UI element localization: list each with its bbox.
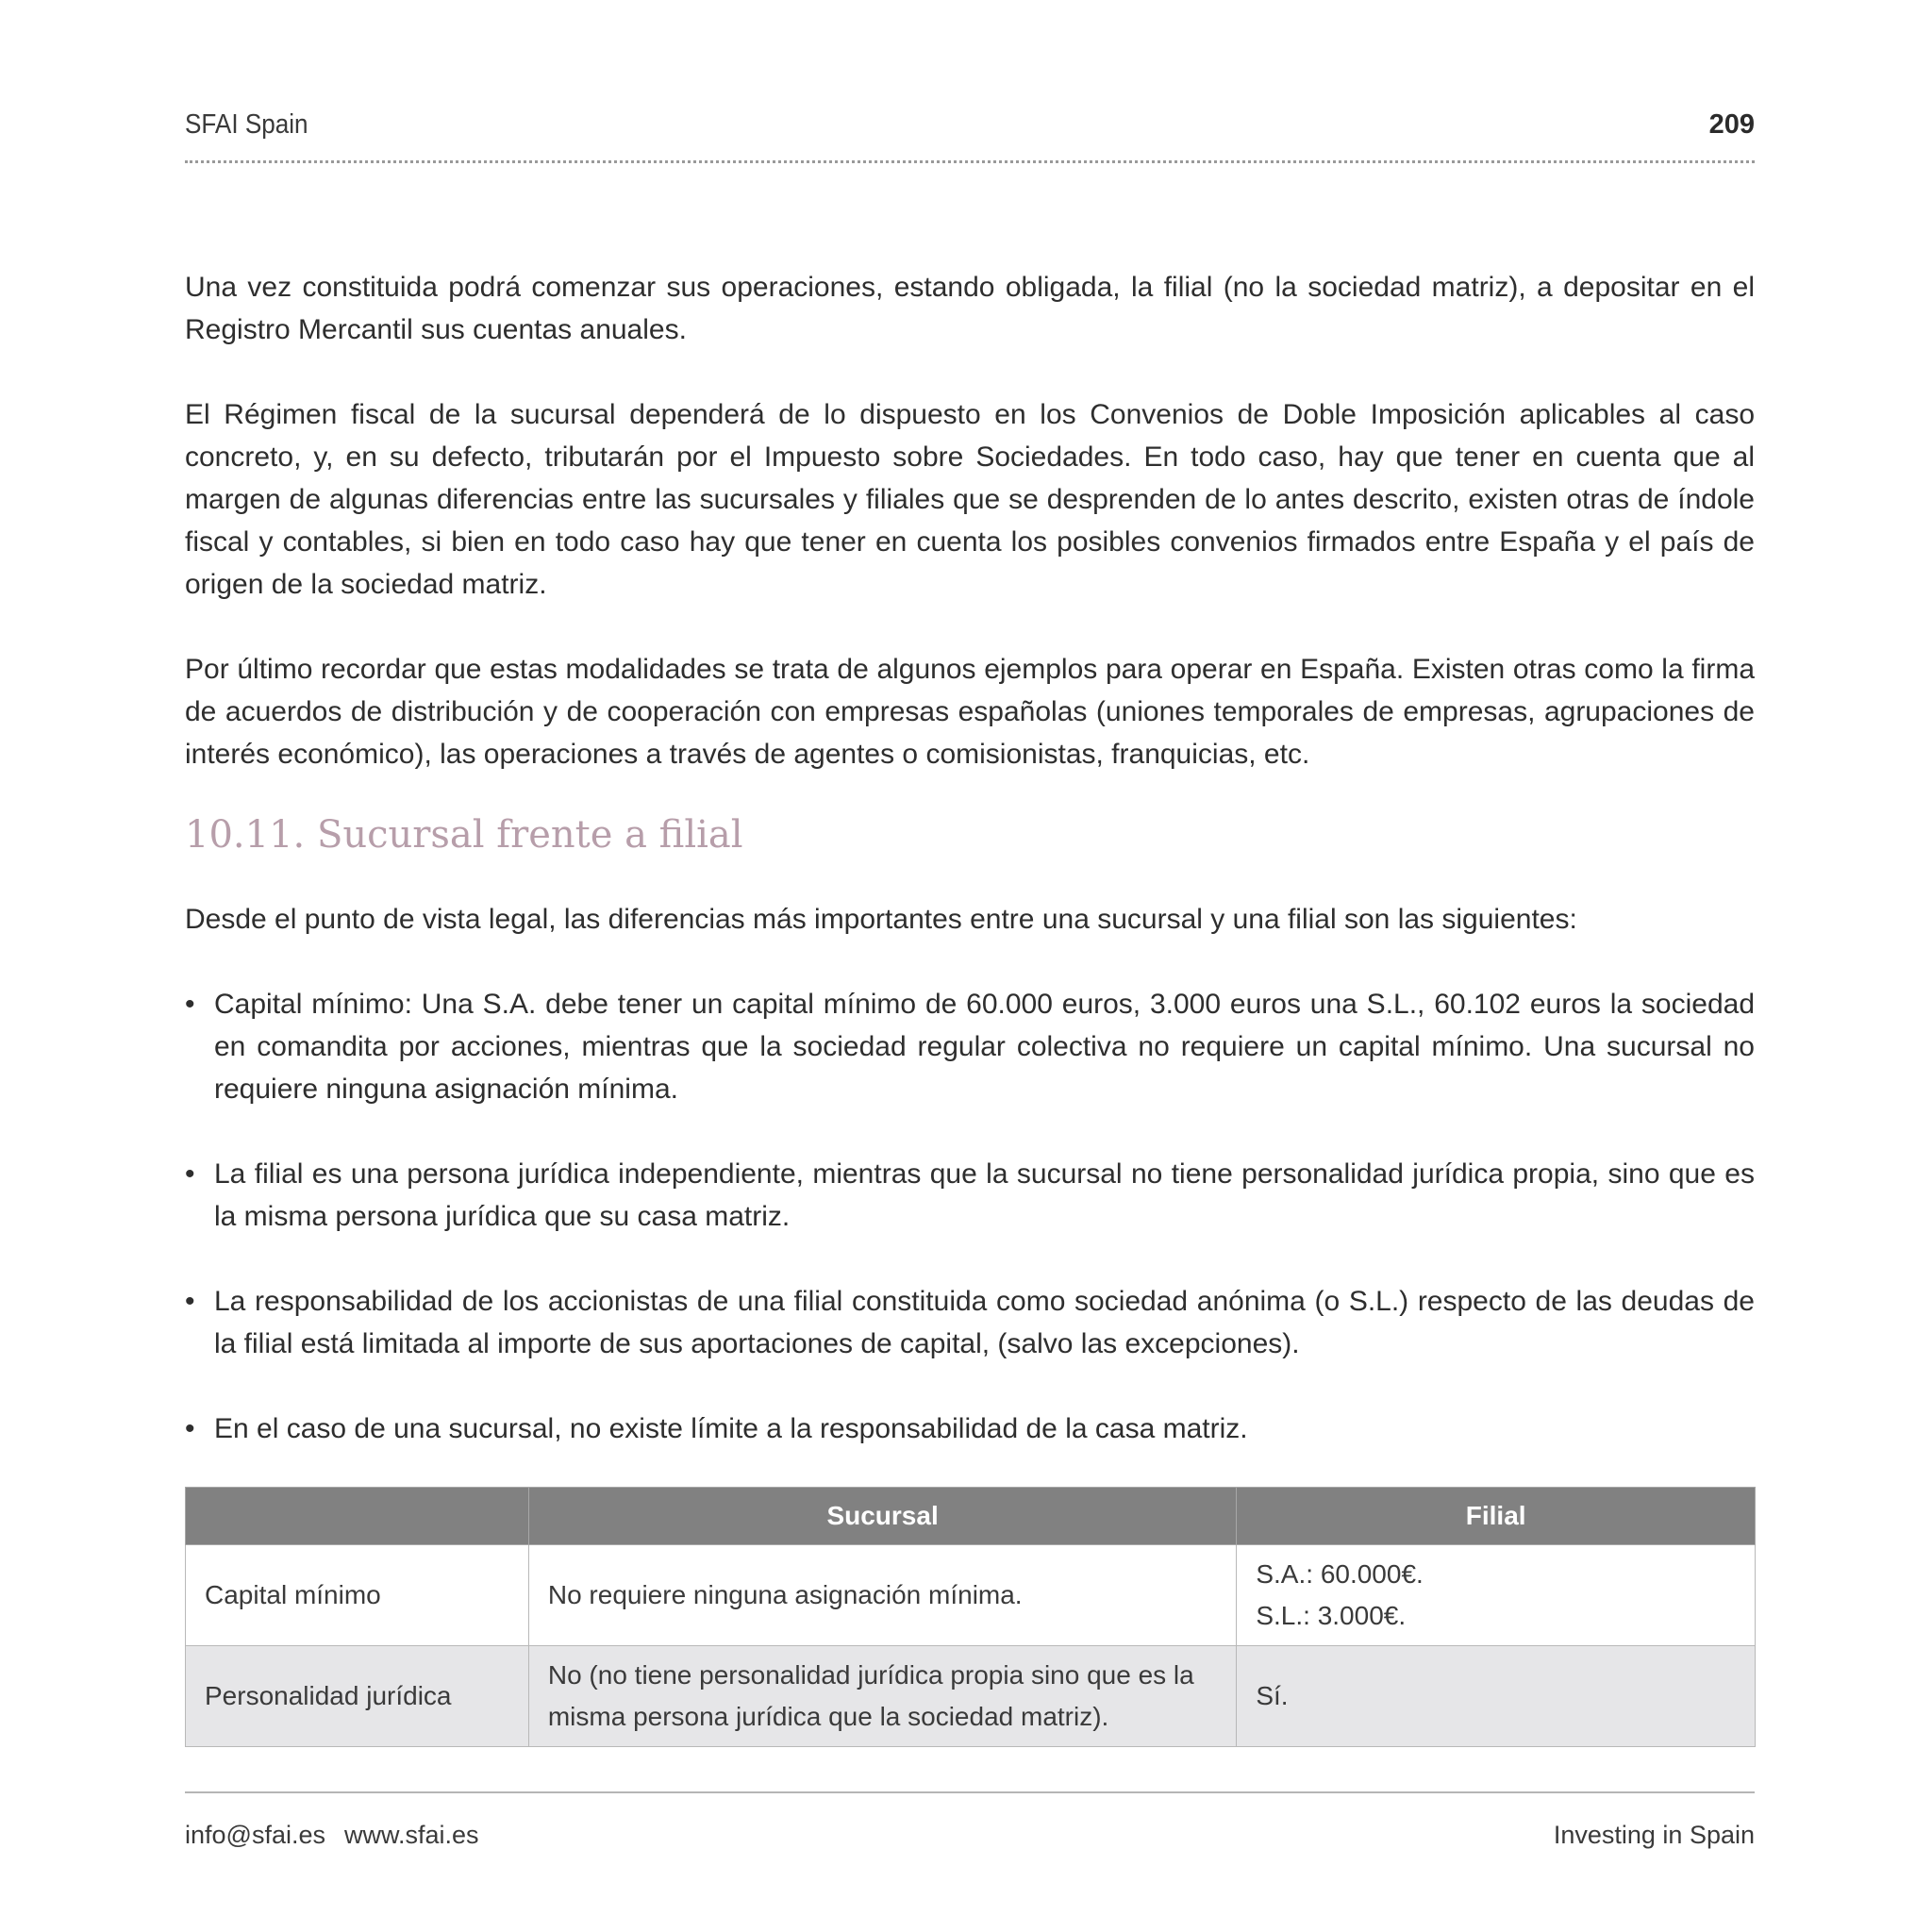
list-item-text: La filial es una persona jurídica independiente, mientras que la sucursal no tiene personalidad jurídica propia, sino que es la misma persona jurídica que su casa matriz. bbox=[214, 1158, 1755, 1232]
paragraph: El Régimen fiscal de la sucursal dependerá de lo dispuesto en los Convenios de Doble Imposición aplicables al caso concreto, y, en su defecto, tributarán por el Impuesto sobre Sociedades. En todo caso, hay que tener en cuenta que al margen de algunas diferencias entre las sucursales y filiales que se desprenden de lo antes descrito, existen otras de índole fiscal y contables, si bien en todo caso hay que tener en cuenta los posibles convenios firmados entre España y el país de origen de la sociedad matriz. bbox=[185, 399, 1755, 600]
footer-contact bbox=[185, 1821, 479, 1850]
footer-website: www.sfai.es bbox=[343, 1821, 479, 1849]
footer-title: Investing in Spain bbox=[1553, 1821, 1755, 1849]
table-row bbox=[186, 1545, 1756, 1646]
list-item-text: En el caso de una sucursal, no existe límite a la responsabilidad de la casa matriz. bbox=[214, 1413, 1248, 1444]
table-header-filial: Filial bbox=[1237, 1488, 1756, 1545]
list-item bbox=[185, 983, 1755, 1110]
sucursal-cell-line: misma persona jurídica que la sociedad matriz). bbox=[547, 1702, 1109, 1731]
sucursal-cell-line: No (no tiene personalidad jurídica propia sino que es la bbox=[547, 1660, 1194, 1690]
footer-email: info@sfai.es bbox=[185, 1821, 325, 1849]
section-heading: 10.11. Sucursal frente a filial bbox=[185, 813, 743, 857]
footer-divider bbox=[185, 1791, 1755, 1793]
filial-cell: Sí. bbox=[1237, 1646, 1756, 1747]
list-item bbox=[185, 1407, 1755, 1450]
table-row bbox=[186, 1646, 1756, 1747]
table-header-sucursal: Sucursal bbox=[528, 1488, 1237, 1545]
list-item-text: Capital mínimo: Una S.A. debe tener un capital mínimo de 60.000 euros, 3.000 euros una S.L., 60.102 euros la sociedad en comandita por acciones, mientras que la sociedad regular colectiva no requiere un capital mínimo. Una sucursal no requiere ninguna asignación mínima. bbox=[214, 989, 1755, 1105]
page-content bbox=[185, 266, 1755, 1492]
row-label: Personalidad jurídica bbox=[186, 1646, 529, 1747]
paragraph: Una vez constituida podrá comenzar sus operaciones, estando obligada, la filial (no la sociedad matriz), a depositar en el Registro Mercantil sus cuentas anuales. bbox=[185, 272, 1755, 345]
page-header bbox=[185, 104, 1755, 163]
table-header-empty bbox=[186, 1488, 529, 1545]
filial-cell-line: S.A.: 60.000€. bbox=[1256, 1559, 1424, 1589]
list-item bbox=[185, 1153, 1755, 1238]
row-label: Capital mínimo bbox=[186, 1545, 529, 1646]
section-intro: Desde el punto de vista legal, las diferencias más importantes entre una sucursal y una filial son las siguientes: bbox=[185, 904, 1577, 935]
bullet-icon: • bbox=[185, 1413, 195, 1444]
bullet-icon: • bbox=[185, 1286, 195, 1317]
comparison-table bbox=[185, 1487, 1756, 1747]
sucursal-cell: No requiere ninguna asignación mínima. bbox=[528, 1545, 1237, 1646]
bullet-icon: • bbox=[185, 1158, 195, 1190]
filial-cell-line: S.L.: 3.000€. bbox=[1256, 1601, 1407, 1630]
sucursal-cell bbox=[528, 1646, 1237, 1747]
bullet-icon: • bbox=[185, 989, 195, 1020]
table-header-row bbox=[186, 1488, 1756, 1545]
list-item bbox=[185, 1280, 1755, 1365]
list-item-text: La responsabilidad de los accionistas de una filial constituida como sociedad anónima (o S.L.) respecto de las deudas de la filial está limitada al importe de sus aportaciones de capital, (salvo las excepciones). bbox=[214, 1286, 1755, 1359]
paragraph: Por último recordar que estas modalidades se trata de algunos ejemplos para operar en España. Existen otras como la firma de acuerdos de distribución y de cooperación con empresas españolas (uniones temporales de empresas, agrupaciones de interés económico), las operaciones a través de agentes o comisionistas, franquicias, etc. bbox=[185, 654, 1755, 770]
header-brand: SFAI Spain bbox=[185, 109, 308, 140]
differences-list bbox=[185, 983, 1755, 1450]
page-number: 209 bbox=[1708, 109, 1755, 140]
filial-cell bbox=[1237, 1545, 1756, 1646]
